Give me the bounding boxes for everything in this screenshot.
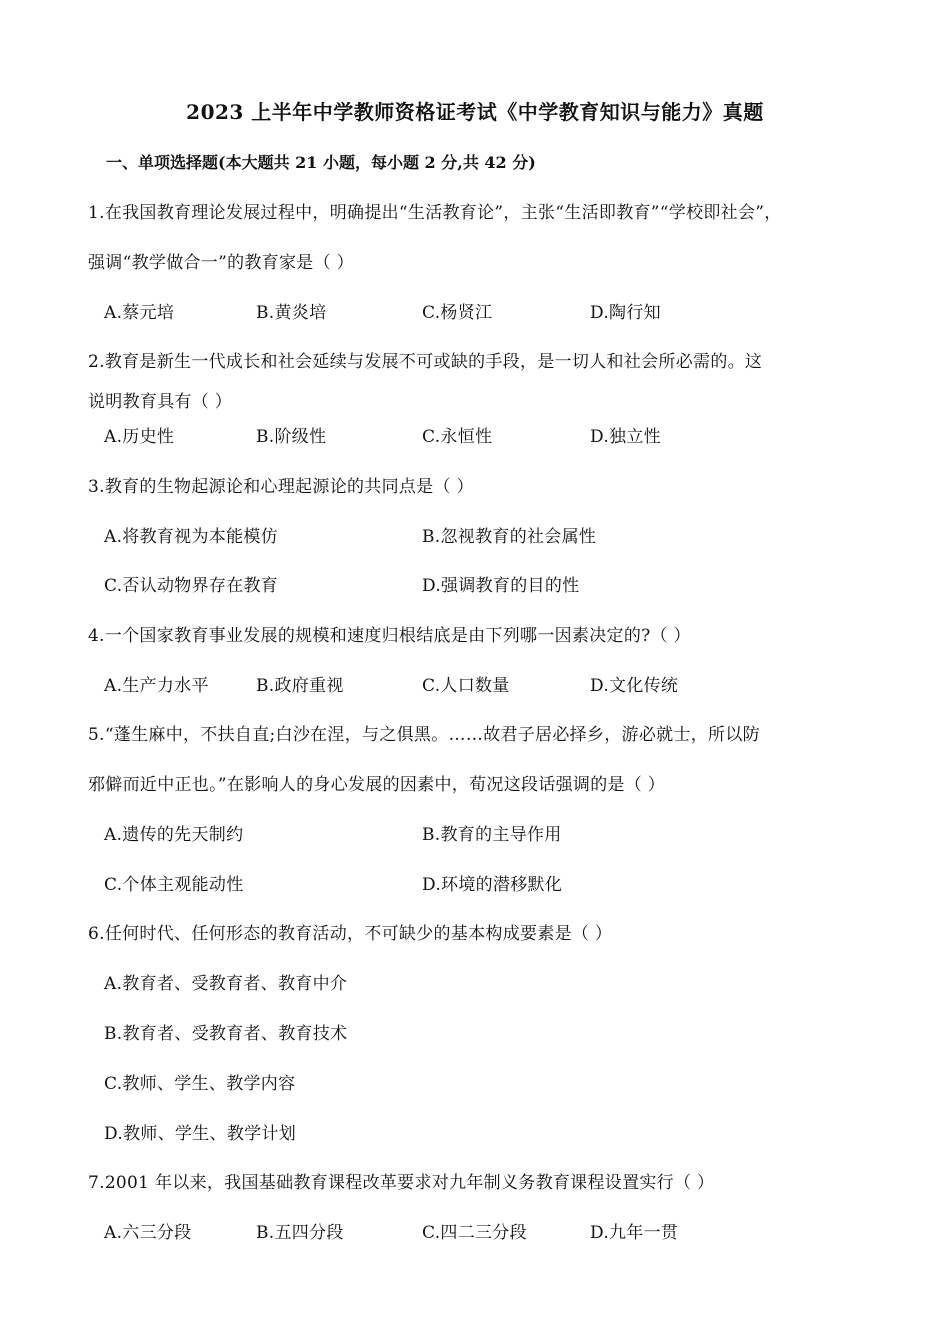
question-7-option-d: D.九年一贯 bbox=[590, 1223, 679, 1243]
question-2-stem-line-2: 说明教育具有（ ） bbox=[88, 392, 233, 412]
question-6-option-c: C.教师、学生、教学内容 bbox=[104, 1074, 296, 1094]
question-3-option-d: D.强调教育的目的性 bbox=[422, 576, 580, 596]
question-3-option-c: C.否认动物界存在教育 bbox=[104, 576, 279, 596]
question-5-stem-line-1: 5.“蓬生麻中，不扶自直;白沙在涅，与之俱黑。……故君子居必择乡，游必就士，所以防 bbox=[88, 725, 760, 745]
question-5-stem-line-2: 邪僻而近中正也。”在影响人的身心发展的因素中，荀况这段话强调的是（ ） bbox=[88, 775, 666, 795]
question-2-option-b: B.阶级性 bbox=[256, 427, 327, 447]
question-5-option-d: D.环境的潜移默化 bbox=[422, 875, 563, 895]
question-1-stem-line-2: 强调“教学做合一”的教育家是（ ） bbox=[88, 253, 354, 273]
question-1-stem-line-1: 1.在我国教育理论发展过程中，明确提出“生活教育论”，主张“生活即教育”“学校即社会”， bbox=[88, 203, 782, 223]
question-3-option-a: A.将教育视为本能模仿 bbox=[104, 527, 278, 547]
question-1-option-c: C.杨贤江 bbox=[422, 303, 493, 323]
question-6-option-d: D.教师、学生、教学计划 bbox=[104, 1124, 297, 1144]
question-4-option-a: A.生产力水平 bbox=[104, 676, 209, 696]
question-2-option-a: A.历史性 bbox=[104, 427, 175, 447]
document-title: 2023 上半年中学教师资格证考试《中学教育知识与能力》真题 bbox=[186, 100, 764, 124]
question-4-option-c: C.人口数量 bbox=[422, 676, 510, 696]
question-2-option-d: D.独立性 bbox=[590, 427, 661, 447]
question-1-option-d: D.陶行知 bbox=[590, 303, 661, 323]
question-7-stem-line-1: 7.2001 年以来，我国基础教育课程改革要求对九年制义务教育课程设置实行（ ） bbox=[88, 1173, 715, 1193]
question-6-option-a: A.教育者、受教育者、教育中介 bbox=[104, 974, 348, 994]
section-heading: 一、单项选择题(本大题共 21 小题，每小题 2 分,共 42 分) bbox=[106, 153, 536, 172]
question-3-stem-line-1: 3.教育的生物起源论和心理起源论的共同点是（ ） bbox=[88, 477, 474, 497]
question-2-stem-line-1: 2.教育是新生一代成长和社会延续与发展不可或缺的手段，是一切人和社会所必需的。这 bbox=[88, 352, 763, 372]
question-4-stem-line-1: 4.一个国家教育事业发展的规模和速度归根结底是由下列哪一因素决定的?（ ） bbox=[88, 626, 691, 646]
question-4-option-d: D.文化传统 bbox=[590, 676, 679, 696]
question-5-option-a: A.遗传的先天制约 bbox=[104, 825, 244, 845]
question-1-option-b: B.黄炎培 bbox=[256, 303, 327, 323]
question-6-option-b: B.教育者、受教育者、教育技术 bbox=[104, 1024, 348, 1044]
question-3-option-b: B.忽视教育的社会属性 bbox=[422, 527, 597, 547]
question-2-option-c: C.永恒性 bbox=[422, 427, 493, 447]
question-5-option-b: B.教育的主导作用 bbox=[422, 825, 562, 845]
question-7-option-c: C.四二三分段 bbox=[422, 1223, 527, 1243]
question-1-option-a: A.蔡元培 bbox=[104, 303, 175, 323]
question-6-stem-line-1: 6.任何时代、任何形态的教育活动，不可缺少的基本构成要素是（ ） bbox=[88, 924, 613, 944]
question-4-option-b: B.政府重视 bbox=[256, 676, 344, 696]
question-7-option-b: B.五四分段 bbox=[256, 1223, 344, 1243]
question-7-option-a: A.六三分段 bbox=[104, 1223, 192, 1243]
question-5-option-c: C.个体主观能动性 bbox=[104, 875, 244, 895]
